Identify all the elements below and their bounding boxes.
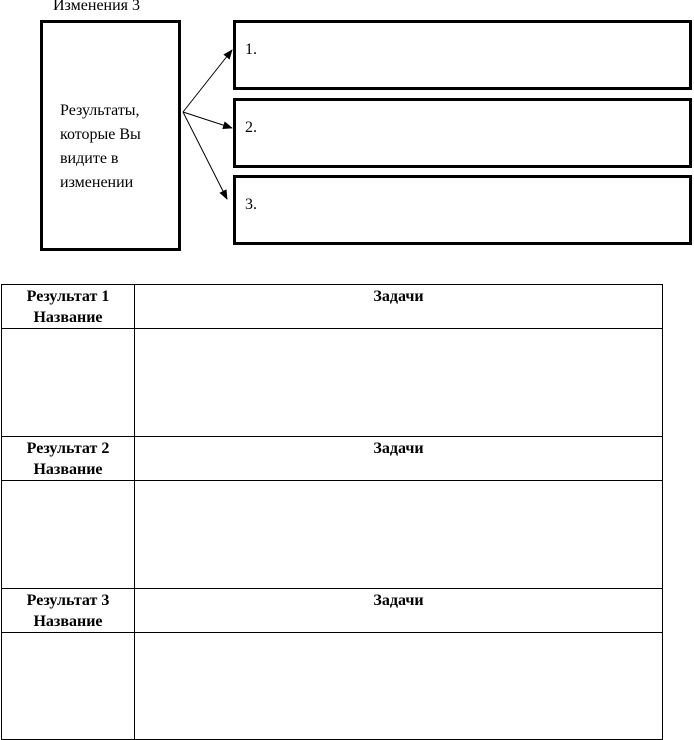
results-source-text: Результаты, которые Вы видите в изменении [60,102,141,191]
result-2-header-cell [2,437,135,481]
result-2-tasks-header-label: Задачи [373,440,424,457]
arrow-to-result-3 [183,112,227,199]
result-1-header-cell [2,285,135,329]
result-1-header-row [2,285,663,329]
result-2-title: Результат 2 [26,440,110,457]
result-1-tasks-header-label: Задачи [373,288,424,305]
result-3-header-cell [2,589,135,633]
result-3-tasks-cell[interactable] [135,633,663,740]
result-2-tasks-cell[interactable] [135,481,663,589]
result-3-name-cell[interactable] [2,633,135,740]
results-source-box [40,20,181,251]
result-3-tasks-header [135,589,663,633]
result-3-name-label: Название [33,613,103,630]
result-2-tasks-header [135,437,663,481]
result-1-title: Результат 1 [26,288,110,305]
result-2-name-cell[interactable] [2,481,135,589]
result-box-2-label: 2. [245,119,257,136]
results-tasks-table [1,284,663,740]
result-2-body-row [2,481,663,589]
result-box-3-label: 3. [245,196,257,213]
arrow-to-result-2 [183,112,232,128]
result-1-tasks-cell[interactable] [135,329,663,437]
result-1-tasks-header [135,285,663,329]
result-3-header-row [2,589,663,633]
result-3-tasks-header-label: Задачи [373,592,424,609]
result-1-body-row [2,329,663,437]
result-1-name-cell[interactable] [2,329,135,437]
result-box-1-label: 1. [245,41,257,58]
page-heading: Изменения 3 [53,0,141,14]
result-2-header-row [2,437,663,481]
result-1-name-label: Название [33,309,103,326]
result-3-body-row [2,633,663,740]
result-box-1[interactable] [233,20,692,90]
result-box-2[interactable] [233,98,692,168]
result-2-name-label: Название [33,461,103,478]
arrow-to-result-1 [183,50,232,112]
result-box-3[interactable] [233,175,692,245]
result-3-title: Результат 3 [26,592,110,609]
